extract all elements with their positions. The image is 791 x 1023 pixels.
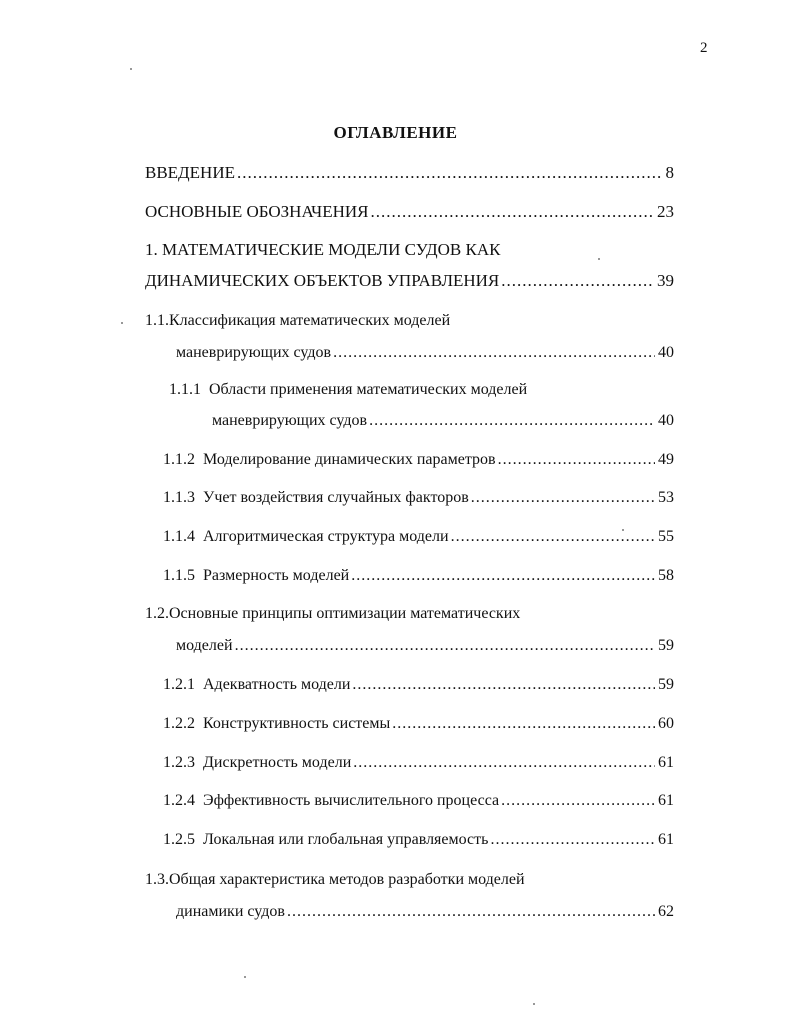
toc-entry: [163, 676, 674, 694]
toc-entry: [145, 605, 520, 623]
toc-entry-page: 40: [658, 344, 674, 361]
toc-entry-page: 59: [658, 676, 674, 693]
toc-entry: [145, 240, 500, 260]
toc-leader-dots: [501, 792, 655, 810]
toc-leader-dots: [392, 715, 655, 733]
scan-speck: [130, 68, 132, 70]
toc-entry: [176, 344, 674, 362]
toc-entry-page: 62: [658, 903, 674, 920]
toc-entry-page: 60: [658, 715, 674, 732]
toc-leader-dots: [370, 202, 654, 222]
scan-speck: [121, 322, 123, 324]
toc-entry-text: 1.3.Общая характеристика методов разработки моделей: [145, 871, 525, 888]
toc-entry-text: маневрирующих судов: [212, 412, 368, 429]
toc-entry-text: 1.1.5 Размерность моделей: [163, 567, 350, 584]
toc-leader-dots: [353, 754, 655, 772]
toc-entry-page: 61: [658, 792, 674, 809]
toc-entry-text: 1.1.2 Моделирование динамических параметров: [163, 451, 496, 468]
toc-entry-text: 1. МАТЕМАТИЧЕСКИЕ МОДЕЛИ СУДОВ КАК: [145, 240, 501, 259]
scan-speck: [533, 1003, 535, 1005]
toc-entry: [145, 202, 674, 222]
toc-entry-text: ВВЕДЕНИЕ: [145, 163, 235, 182]
page-number: 2: [700, 40, 708, 56]
scan-speck: [598, 258, 600, 260]
toc-entry-page: 59: [658, 637, 674, 654]
toc-entry-text: маневрирующих судов: [176, 344, 332, 361]
toc-entry-text: моделей: [176, 637, 233, 654]
toc-leader-dots: [352, 676, 655, 694]
scan-speck: [622, 529, 624, 531]
toc-entry-text: ОСНОВНЫЕ ОБОЗНАЧЕНИЯ: [145, 202, 369, 221]
toc-leader-dots: [471, 489, 655, 507]
toc-entry-text: 1.2.1 Адекватность модели: [163, 676, 351, 693]
toc-entry: [163, 754, 674, 772]
toc-entry-text: динамики судов: [176, 903, 285, 920]
toc-entry-page: 23: [657, 202, 674, 221]
toc-entry: [163, 715, 674, 733]
toc-entry-text: 1.2.2 Конструктивность системы: [163, 715, 391, 732]
toc-entry-page: 61: [658, 831, 674, 848]
toc-leader-dots: [237, 163, 663, 183]
toc-entry-text: 1.1.4 Алгоритмическая структура модели: [163, 528, 449, 545]
toc-entry-text: 1.2.4 Эффективность вычислительного процесса: [163, 792, 500, 809]
toc-entry-page: 39: [657, 271, 674, 290]
toc-entry: [145, 312, 450, 330]
toc-entry-text: 1.2.Основные принципы оптимизации математических: [145, 605, 521, 622]
toc-leader-dots: [287, 903, 655, 921]
toc-entry: [176, 903, 674, 921]
toc-entry-page: 8: [665, 163, 674, 182]
page-title: ОГЛАВЛЕНИЕ: [333, 123, 458, 142]
toc-entry: [163, 567, 674, 585]
toc-leader-dots: [351, 567, 655, 585]
toc-entry-text: 1.2.5 Локальная или глобальная управляемость: [163, 831, 489, 848]
toc-entry: [163, 528, 674, 546]
toc-leader-dots: [333, 344, 655, 362]
toc-entry-page: 49: [658, 451, 674, 468]
toc-entry-page: 53: [658, 489, 674, 506]
toc-leader-dots: [451, 528, 655, 546]
toc-entry: [145, 871, 525, 889]
toc-entry-text: 1.1.3 Учет воздействия случайных факторов: [163, 489, 469, 506]
toc-entry: [163, 792, 674, 810]
toc-entry-page: 58: [658, 567, 674, 584]
toc-entry: [163, 831, 674, 849]
toc-entry-text: 1.1.Классификация математических моделей: [145, 312, 451, 329]
toc-leader-dots: [369, 412, 655, 430]
toc-entry: [145, 271, 674, 291]
scan-speck: [244, 976, 246, 978]
toc-leader-dots: [235, 637, 655, 655]
toc-entry-text: ДИНАМИЧЕСКИХ ОБЪЕКТОВ УПРАВЛЕНИЯ: [145, 271, 500, 290]
toc-leader-dots: [498, 451, 655, 469]
toc-entry-page: 55: [658, 528, 674, 545]
toc-entry: [176, 637, 674, 655]
toc-entry-page: 61: [658, 754, 674, 771]
toc-entry: [163, 451, 674, 469]
toc-leader-dots: [501, 271, 654, 291]
toc-entry: [163, 489, 674, 507]
toc-leader-dots: [490, 831, 655, 849]
toc-entry: [145, 163, 674, 183]
toc-entry: [212, 412, 674, 430]
toc-entry: [169, 381, 527, 399]
toc-entry-text: 1.2.3 Дискретность модели: [163, 754, 352, 771]
toc-entry-text: 1.1.1 Области применения математических моделей: [169, 381, 528, 398]
toc-entry-page: 40: [658, 412, 674, 429]
